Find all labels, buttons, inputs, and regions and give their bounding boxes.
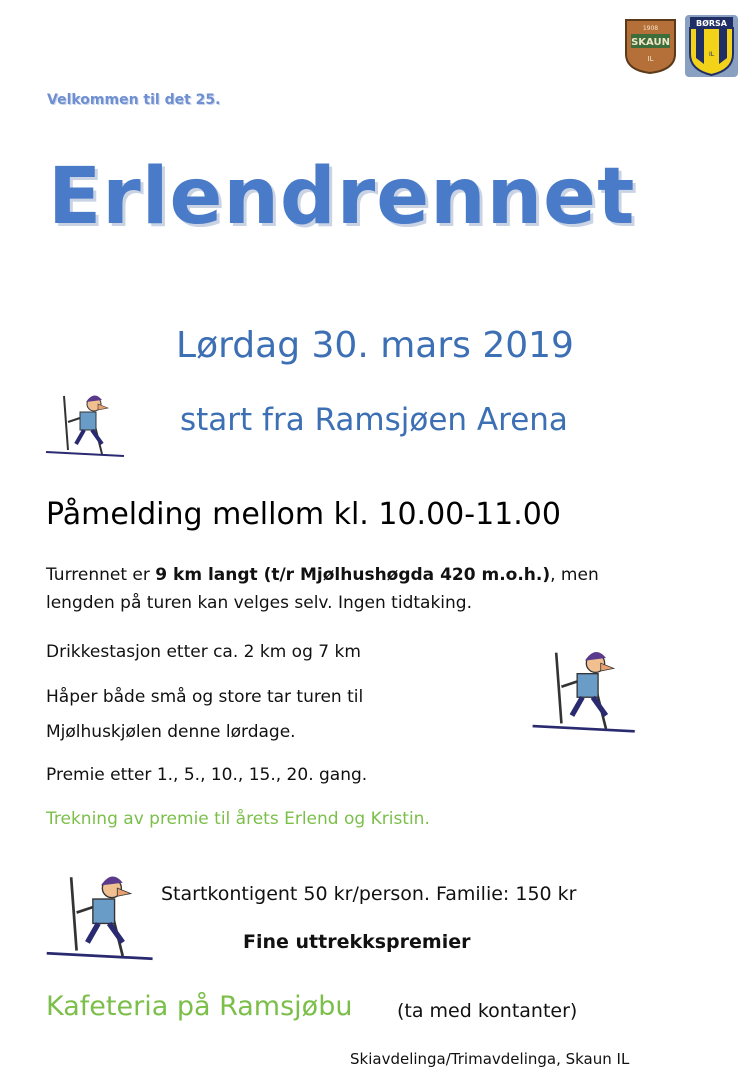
- fee-text: Startkontigent 50 kr/person. Familie: 150 kr: [161, 883, 577, 905]
- distance-text-bold: 9 km langt (t/r Mjølhushøgda 420 m.o.h.): [155, 565, 551, 585]
- intro-text: Velkommen til det 25.: [47, 92, 221, 108]
- skaun-il-logo: [623, 16, 678, 74]
- start-location: start fra Ramsjøen Arena: [180, 402, 568, 438]
- skier-illustration: [530, 645, 640, 739]
- cafe-text: Kafeteria på Ramsjøbu: [46, 991, 353, 1022]
- registration-time: Påmelding mellom kl. 10.00-11.00: [46, 497, 561, 532]
- svg-text:BØRSA: BØRSA: [695, 19, 728, 28]
- prizes-text: Fine uttrekkspremier: [243, 931, 471, 953]
- cafe-note: (ta med kontanter): [397, 1000, 578, 1022]
- svg-text:IL: IL: [647, 55, 654, 63]
- svg-text:1908: 1908: [642, 25, 659, 32]
- svg-text:SKAUN: SKAUN: [631, 37, 670, 48]
- borsa-il-logo: [684, 14, 739, 78]
- page-title: Erlendrennet: [48, 152, 636, 242]
- distance-text-line2: lengden på turen kan velges selv. Ingen tidtaking.: [46, 593, 472, 613]
- skier-illustration: [44, 392, 128, 460]
- distance-info: [46, 561, 599, 617]
- drink-station-text: Drikkestasjon etter ca. 2 km og 7 km: [46, 642, 361, 662]
- event-date: Lørdag 30. mars 2019: [176, 325, 574, 366]
- skier-illustration: [44, 868, 158, 968]
- signature: Skiavdelinga/Trimavdelinga, Skaun IL: [350, 1050, 630, 1068]
- hope-line-2: Mjølhuskjølen denne lørdage.: [46, 722, 296, 742]
- prize-text: Premie etter 1., 5., 10., 15., 20. gang.: [46, 765, 368, 785]
- svg-text:IL: IL: [708, 51, 715, 58]
- hope-text: [46, 680, 363, 750]
- distance-text-post: , men: [550, 565, 599, 585]
- distance-text-pre: Turrennet er: [46, 565, 156, 585]
- hope-line-1: Håper både små og store tar turen til: [46, 687, 364, 707]
- draw-text: Trekning av premie til årets Erlend og Kristin.: [46, 809, 430, 829]
